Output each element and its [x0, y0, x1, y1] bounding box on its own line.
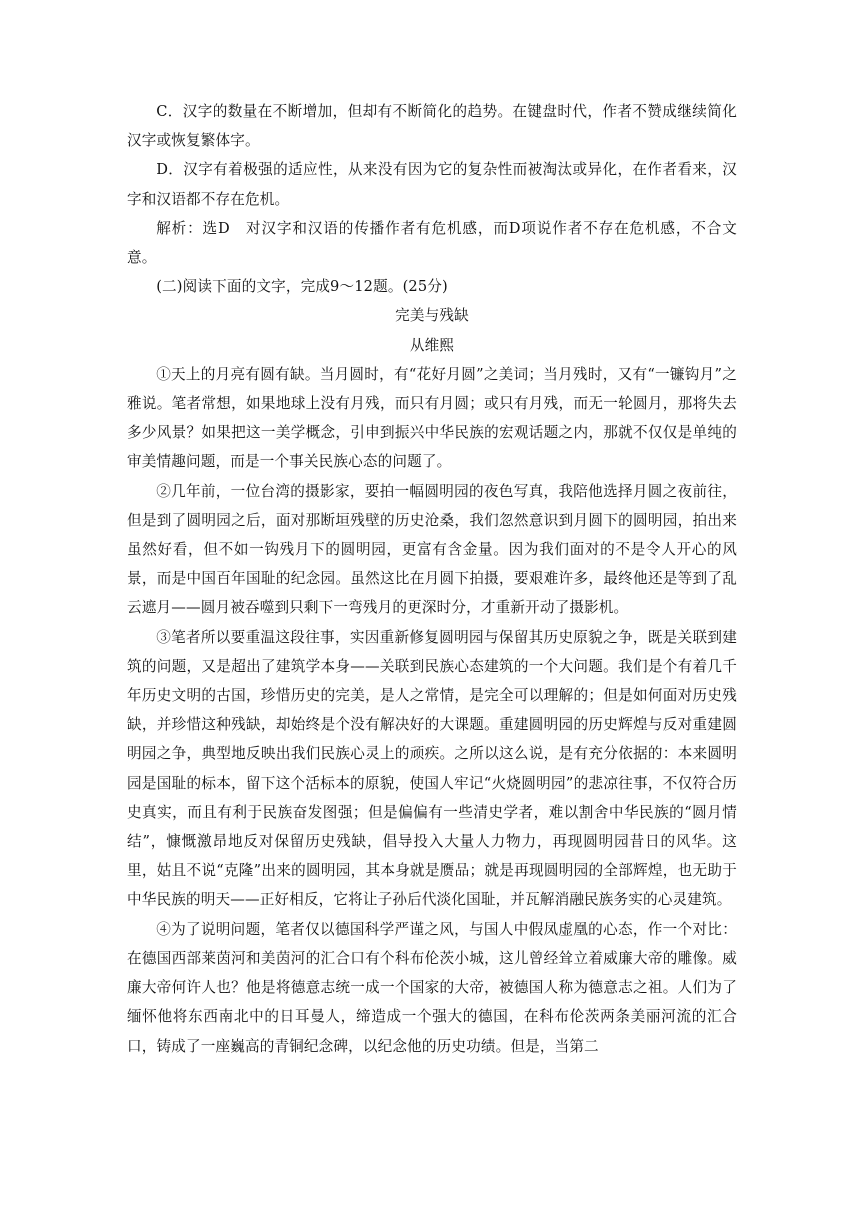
article-paragraph-3: ③笔者所以要重温这段往事，实因重新修复圆明园与保留其历史原貌之争，既是关联到建筑的问题，又是超出了建筑学本身——关联到民族心态建筑的一个大问题。我们是个有着几千年历史文明的古国，珍惜历史的完美，是人之常情，是完全可以理解的；但是如何面对历史残缺，并珍惜这种残缺，却始终是个没有解决好的大课题。重建圆明园的历史辉煌与反对重建圆明园之争，典型地反映出我们民族心灵上的顽疾。之所以这么说，是有充分依据的：本来圆明园是国耻的标本，留下这个活标本的原貌，使国人牢记“火烧圆明园”的悲凉往事，不仅符合历史真实，而且有利于民族奋发图强；但是偏偏有一些清史学者，难以割舍中华民族的“圆月情结”，慷慨激昂地反对保留历史残缺，倡导投入大量人力物力，再现圆明园昔日的风华。这里，姑且不说“克隆”出来的圆明园，其本身就是赝品；就是再现圆明园的全部辉煌，也无助于中华民族的明天——正好相反，它将让子孙后代淡化国耻，并瓦解消融民族务实的心灵建筑。: [127, 628, 737, 909]
analysis-text: 解析：选D 对汉字和汉语的传播作者有危机感，而D项说作者不存在危机感，不合文意。: [127, 219, 737, 267]
article-paragraph-1: ①天上的月亮有圆有缺。当月圆时，有“花好月圆”之美词；当月残时，又有“一镰钩月”之雅说。笔者常想，如果地球上没有月残，而只有月圆；或只有月残，而无一轮圆月，那将失去多少风景？如果把这一美学概念，引申到振兴中华民族的宏观话题之内，那就不仅仅是单纯的审美情趣问题，而是一个事关民族心态的问题了。: [127, 365, 737, 471]
article-paragraph-4: ④为了说明问题，笔者仅以德国科学严谨之风，与国人中假凤虚凰的心态，作一个对比：在德国西部莱茵河和美茵河的汇合口有个科布伦茨小城，这儿曾经耸立着威廉大帝的雕像。威廉大帝何许人也？他是将德意志统一成一个国家的大帝，被德国人称为德意志之祖。人们为了缅怀他将东西南北中的日耳曼人，缔造成一个强大的德国，在科布伦茨两条美丽河流的汇合口，铸成了一座巍高的青铜纪念碑，以纪念他的历史功绩。但是，当第二: [127, 920, 737, 1055]
article-author: 从维熙: [409, 336, 455, 354]
option-d-text: D．汉字有着极强的适应性，从来没有因为它的复杂性而被淘汰或异化，在作者看来，汉字和汉语都不存在危机。: [127, 161, 737, 208]
article-title: 完美与残缺: [395, 307, 469, 325]
option-c-text: C．汉字的数量在不断增加，但却有不断简化的趋势。在键盘时代，作者不赞成继续简化汉字或恢复繁体字。: [127, 103, 737, 150]
section-heading: (二)阅读下面的文字，完成9～12题。(25分): [156, 278, 448, 296]
document-page: [127, 97, 737, 1061]
article-paragraph-2: ②几年前，一位台湾的摄影家，要拍一幅圆明园的夜色写真，我陪他选择月圆之夜前往，但是到了圆明园之后，面对那断垣残壁的历史沧桑，我们忽然意识到月圆下的圆明园，拍出来虽然好看，但不如一钩残月下的圆明园，更富有含金量。因为我们面对的不是令人开心的风景，而是中国百年国耻的纪念园。虽然这比在月圆下拍摄，要艰难许多，最终他还是等到了乱云遮月——圆月被吞噬到只剩下一弯残月的更深时分，才重新开动了摄影机。: [127, 482, 737, 617]
